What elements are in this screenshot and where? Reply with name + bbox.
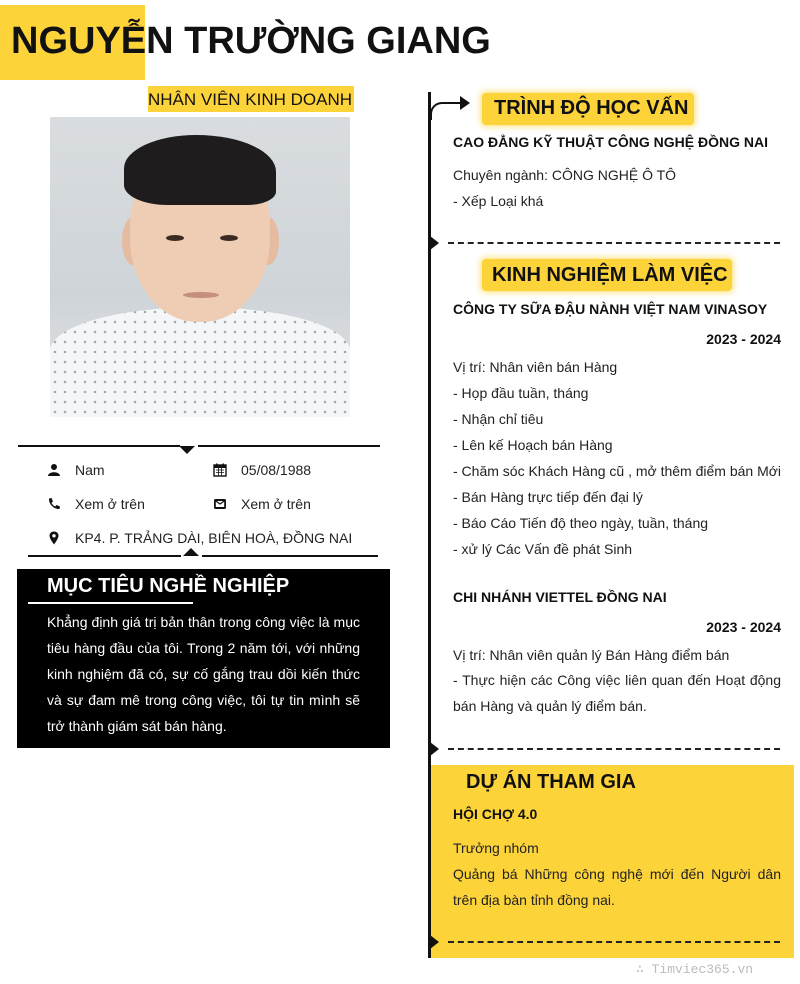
- section-divider: [448, 941, 780, 943]
- divider-arrow-down-icon: [179, 446, 195, 454]
- info-top-divider-left: [18, 445, 180, 447]
- gender-value: Nam: [75, 462, 105, 478]
- address-value: KP4. P. TRẢNG DÀI, BIÊN HOÀ, ĐỒNG NAI: [75, 530, 353, 546]
- profile-photo: [50, 117, 350, 417]
- timeline-marker-icon: [430, 236, 439, 250]
- projects-title: DỰ ÁN THAM GIA: [466, 771, 636, 793]
- job-description: - Thực hiện các Công việc liên quan đến Hoạt động bán Hàng và quản lý điểm bán.: [453, 672, 781, 714]
- info-bottom-divider-left: [28, 555, 181, 557]
- envelope-icon: [213, 497, 227, 511]
- job-line: - Nhận chỉ tiêu: [453, 411, 544, 427]
- job-years: 2023 - 2024: [706, 331, 781, 347]
- job-years: 2023 - 2024: [706, 619, 781, 635]
- job-line: - Báo Cáo Tiến độ theo ngày, tuần, tháng: [453, 515, 709, 531]
- timeline-line: [428, 92, 431, 958]
- job-line: - Họp đầu tuần, tháng: [453, 385, 589, 401]
- job-line: - Lên kế Hoạch bán Hàng: [453, 437, 613, 453]
- job-line: - Bán Hàng trực tiếp đến đại lý: [453, 489, 643, 505]
- education-grade: - Xếp Loại khá: [453, 193, 544, 209]
- career-goal-text: Khẳng định giá trị bản thân trong công việc là mục tiêu hàng đầu của tôi. Trong 2 năm tới, với những kinh nghiệm đã có, sự cố gắng trau dồi kiến thức và sự đam mê trong công việc, tôi tự tin mình sẽ trở thành giám sát bán hàng.: [47, 614, 360, 734]
- phone-icon: [47, 497, 61, 511]
- phone-value: Xem ở trên: [75, 496, 145, 512]
- info-bottom-divider-right: [202, 555, 378, 557]
- candidate-name: NGUYỄN TRƯỜNG GIANG: [11, 20, 491, 62]
- arrow-right-icon: [460, 96, 470, 110]
- timeline-marker-icon: [430, 742, 439, 756]
- career-goal-title: MỤC TIÊU NGHỀ NGHIỆP: [47, 575, 290, 597]
- project-name: HỘI CHỢ 4.0: [453, 806, 538, 822]
- info-gender: [47, 462, 105, 478]
- career-goal-section: [17, 569, 390, 748]
- info-top-divider-right: [198, 445, 380, 447]
- watermark: ∴ Timviec365.vn: [636, 962, 754, 977]
- experience-title: KINH NGHIỆM LÀM VIỆC: [492, 264, 728, 286]
- user-icon: [47, 463, 61, 477]
- info-address: [47, 530, 352, 546]
- timeline-arrow-icon: [430, 102, 460, 120]
- project-role: Trưởng nhóm: [453, 840, 539, 856]
- calendar-icon: [213, 463, 227, 477]
- timeline-marker-icon: [430, 935, 439, 949]
- map-marker-icon: [47, 531, 61, 545]
- education-school: CAO ĐẲNG KỸ THUẬT CÔNG NGHỆ ĐỒNG NAI: [453, 134, 768, 150]
- email-value: Xem ở trên: [241, 496, 311, 512]
- birthday-value: 05/08/1988: [241, 462, 312, 478]
- job-line: - xử lý Các Vấn đề phát Sinh: [453, 541, 633, 557]
- job-title: NHÂN VIÊN KINH DOANH: [148, 86, 354, 112]
- job-line: - Chăm sóc Khách Hàng cũ , mở thêm điểm bán Mới: [453, 463, 782, 479]
- section-divider: [448, 242, 780, 244]
- job-company: CÔNG TY SỮA ĐẬU NÀNH VIỆT NAM VINASOY: [453, 301, 768, 317]
- career-goal-underline: [28, 602, 193, 604]
- info-birthday: [213, 462, 311, 478]
- job-line: Vị trí: Nhân viên bán Hàng: [453, 359, 618, 375]
- job-position: Vị trí: Nhân viên quản lý Bán Hàng điểm bán: [453, 647, 730, 663]
- education-title: TRÌNH ĐỘ HỌC VẤN: [494, 97, 689, 119]
- job-company: CHI NHÁNH VIETTEL ĐỒNG NAI: [453, 589, 667, 605]
- education-major: Chuyên ngành: CÔNG NGHỆ Ô TÔ: [453, 167, 677, 183]
- divider-arrow-up-icon: [183, 548, 199, 556]
- project-description: Quảng bá Những công nghệ mới đến Người dân trên địa bàn tỉnh đồng nai.: [453, 866, 781, 908]
- info-email: [213, 496, 311, 512]
- info-phone: [47, 496, 145, 512]
- section-divider: [448, 748, 780, 750]
